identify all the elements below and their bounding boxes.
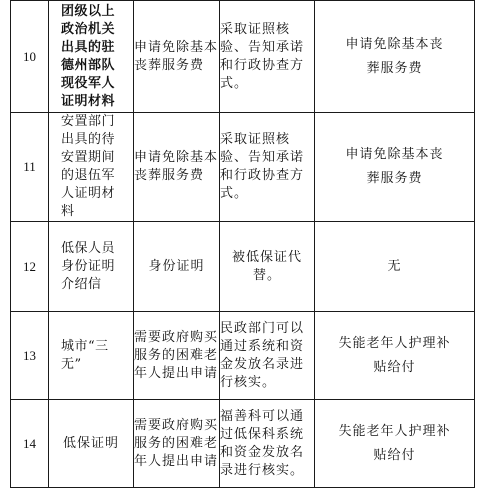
result-text: 申请免除基本丧葬服务费 bbox=[345, 147, 444, 186]
row-number: 10 bbox=[11, 1, 49, 113]
method-text: 福善科可以通过低保科系统和资金发放名录进行核实。 bbox=[220, 408, 305, 478]
item-cell bbox=[134, 400, 220, 488]
material-cell bbox=[49, 312, 134, 400]
item-text: 申请免除基本丧葬服务费 bbox=[134, 150, 219, 183]
material-cell bbox=[49, 400, 134, 488]
result-cell bbox=[315, 312, 475, 400]
result-cell bbox=[315, 222, 475, 312]
method-cell bbox=[220, 1, 315, 113]
material-text: 低保证明 bbox=[62, 435, 119, 451]
material-cell bbox=[49, 222, 134, 312]
method-text: 民政部门可以通过系统和资金发放名录进行核实。 bbox=[220, 320, 305, 390]
material-cell bbox=[49, 1, 134, 113]
item-cell bbox=[134, 113, 220, 222]
result-text: 失能老年人护理补贴给付 bbox=[338, 423, 451, 463]
item-cell bbox=[134, 312, 220, 400]
method-text: 采取证照核验、告知承诺和行政协查方式。 bbox=[220, 21, 305, 91]
material-text: 低保人员身份证明介绍信 bbox=[61, 240, 116, 292]
row-number: 11 bbox=[11, 113, 49, 222]
item-cell bbox=[134, 1, 220, 113]
method-text: 被低保证代替。 bbox=[231, 249, 302, 283]
table-row bbox=[11, 222, 475, 312]
item-text: 申请免除基本丧葬服务费 bbox=[134, 39, 219, 73]
material-text: 城市“三无” bbox=[61, 338, 109, 372]
row-number: 12 bbox=[11, 222, 49, 312]
item-text: 身份证明 bbox=[148, 258, 205, 274]
table-row bbox=[11, 113, 475, 222]
item-text: 需要政府购买服务的困难老年人提出申请 bbox=[134, 329, 219, 381]
item-cell bbox=[134, 222, 220, 312]
result-cell bbox=[315, 1, 475, 113]
result-cell bbox=[315, 400, 475, 488]
table-row bbox=[11, 1, 475, 113]
result-text: 失能老年人护理补贴给付 bbox=[338, 335, 451, 375]
material-text: 团级以上政治机关出具的驻德州部队现役军人证明材料 bbox=[61, 3, 116, 109]
item-text: 需要政府购买服务的困难老年人提出申请 bbox=[134, 417, 219, 469]
method-cell bbox=[220, 222, 315, 312]
result-text: 无 bbox=[387, 258, 402, 274]
document-table bbox=[10, 0, 475, 488]
row-number: 14 bbox=[11, 400, 49, 488]
method-text: 采取证照核验、告知承诺和行政协查方式。 bbox=[220, 132, 305, 201]
material-text: 安置部门出具的待安置期间的退伍军人证明材料 bbox=[61, 114, 116, 219]
method-cell bbox=[220, 400, 315, 488]
material-cell bbox=[49, 113, 134, 222]
result-cell bbox=[315, 113, 475, 222]
method-cell bbox=[220, 312, 315, 400]
row-number: 13 bbox=[11, 312, 49, 400]
method-cell bbox=[220, 113, 315, 222]
table-row bbox=[11, 400, 475, 488]
table-row bbox=[11, 312, 475, 400]
result-text: 申请免除基本丧葬服务费 bbox=[345, 36, 444, 76]
